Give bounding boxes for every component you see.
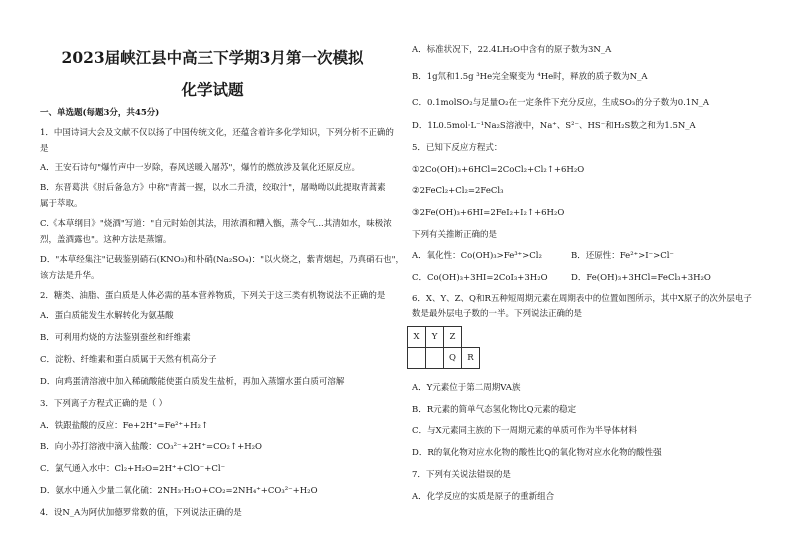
q5-stem: 5．已知下反应方程式：	[412, 143, 503, 153]
q5-ask: 下列有关推断正确的是	[412, 230, 498, 240]
q2-stem: 2．糖类、油脂、蛋白质是人体必需的基本营养物质，下列关于这三类有机物说法不正确的是	[40, 291, 386, 301]
q6-option-a: A．Y元素位于第二周期VA族	[412, 383, 521, 393]
q7-option-a: A．化学反应的实质是原子的重新组合	[412, 492, 555, 502]
q4-option-d: D．1L0.5mol·L⁻¹Na₂S溶液中，Na⁺、S²⁻、HS⁻和H₂S数之和为1.5N_A	[412, 121, 696, 131]
q1-option-b-cont: 属于萃取。	[40, 199, 83, 209]
q5-option-d: D．Fe(OH)₃+3HCl=FeCl₃+3H₂O	[571, 273, 711, 283]
q1-option-d: D．"本草经集注"记载鉴别硝石(KNO₃)和朴硝(Na₂SO₄)："以火烧之，紫青烟起，乃真硝石也"，	[40, 255, 404, 265]
element-cell: Z	[444, 327, 462, 348]
periodic-row	[408, 348, 480, 369]
q5-reaction-1: ①2Co(OH)₃+6HCl=2CoCl₂+Cl₂↑+6H₂O	[412, 165, 585, 175]
q6-option-b: B．R元素的简单气态氢化物比Q元素的稳定	[412, 405, 577, 415]
page-title: 2023届峡江县中高三下学期3月第一次模拟	[61, 48, 364, 67]
q6-option-c: C．与X元素同主族的下一周期元素的单质可作为半导体材料	[412, 426, 638, 436]
q5-option-c: C．Co(OH)₃+3HI=2CoI₃+3H₂O	[412, 273, 548, 283]
q2-option-d: D．向鸡蛋清溶液中加入稀硫酸能使蛋白质发生盐析，再加入蒸馏水蛋白质可溶解	[40, 377, 345, 387]
q7-stem: 7．下列有关说法错误的是	[412, 470, 511, 480]
q2-option-b: B．可利用灼烧的方法鉴别蚕丝和纤维素	[40, 333, 191, 343]
q1-option-d-cont: 该方法是升华。	[40, 271, 100, 281]
element-cell-empty	[462, 327, 480, 348]
q1-stem-cont: 是	[40, 144, 49, 154]
q3-option-d: D．氨水中通入少量二氧化硫：2NH₃·H₂O+CO₂=2NH₄⁺+CO₃²⁻+H₂O	[40, 486, 318, 496]
element-cell: X	[408, 327, 426, 348]
periodic-row	[408, 327, 480, 348]
q1-option-c-cont: 烈，盖酒露也"。这种方法是蒸馏。	[40, 235, 172, 245]
q3-option-b: B．向小苏打溶液中滴入盐酸：CO₃²⁻+2H⁺=CO₂↑+H₂O	[40, 442, 262, 452]
q1-stem: 1．中国诗词大会及文献不仅以扬了中国传统文化，还蕴含着许多化学知识，下列分析不正确的	[40, 128, 394, 138]
q5-reaction-2: ②2FeCl₂+Cl₂=2FeCl₃	[412, 186, 504, 196]
element-cell: R	[462, 348, 480, 369]
q1-option-a: A．王安石诗句"爆竹声中一岁除，春风送暖入屠苏"，爆竹的燃放涉及氧化还原反应。	[40, 163, 360, 173]
q4-option-a: A．标准状况下，22.4LH₂O中含有的原子数为3N_A	[412, 45, 612, 55]
q3-stem: 3．下列离子方程式正确的是（ ）	[40, 399, 168, 409]
q3-option-a: A．铁跟盐酸的反应：Fe+2H⁺=Fe²⁺+H₂↑	[40, 421, 209, 431]
element-cell	[426, 348, 444, 369]
q5-option-a: A．氧化性：Co(OH)₃>Fe³⁺>Cl₂	[412, 251, 542, 261]
q3-option-c: C．氯气通入水中：Cl₂+H₂O=2H⁺+ClO⁻+Cl⁻	[40, 464, 226, 474]
q6-stem: 6．X、Y、Z、Q和R五种短周期元素在周期表中的位置如图所示，其中X原子的次外层电子	[412, 294, 752, 304]
q4-option-b: B．1g氘和1.5g ³He完全聚变为 ⁴He时，释放的质子数为N_A	[412, 72, 648, 82]
element-cell: Y	[426, 327, 444, 348]
periodic-table-fragment	[407, 326, 480, 369]
q2-option-c: C．淀粉、纤维素和蛋白质属于天然有机高分子	[40, 355, 217, 365]
q6-stem-cont: 数是最外层电子数的一半。下列说法正确的是	[412, 309, 583, 319]
q1-option-b: B．东晋葛洪《肘后备急方》中称"青蒿一握，以水二升渍，绞取汁"，屠呦呦以此提取青蒿素	[40, 183, 386, 193]
element-cell: Q	[444, 348, 462, 369]
element-cell	[408, 348, 426, 369]
q4-option-c: C．0.1molSO₂与足量O₂在一定条件下充分反应，生成SO₃的分子数为0.1N_A	[412, 98, 710, 108]
q5-reaction-3: ③2Fe(OH)₃+6HI=2FeI₂+I₂↑+6H₂O	[412, 208, 565, 218]
q2-option-a: A．蛋白质能发生水解转化为氨基酸	[40, 311, 174, 321]
q5-option-b: B．还原性：Fe²⁺>I⁻>Cl⁻	[571, 251, 674, 261]
q1-option-c: C.《本草纲目》"烧酒"写道："自元时始创其法，用浓酒和糟入甑，蒸令气...其清如水，味极浓	[40, 219, 392, 229]
page-subtitle: 化学试题	[181, 80, 244, 99]
q4-stem: 4．设N_A为阿伏加德罗常数的值，下列说法正确的是	[40, 508, 242, 518]
q6-option-d: D．R的氧化物对应水化物的酸性比Q的氧化物对应水化物的酸性强	[412, 448, 662, 458]
section-heading: 一、单选题(每题3分，共45分)	[40, 108, 160, 118]
